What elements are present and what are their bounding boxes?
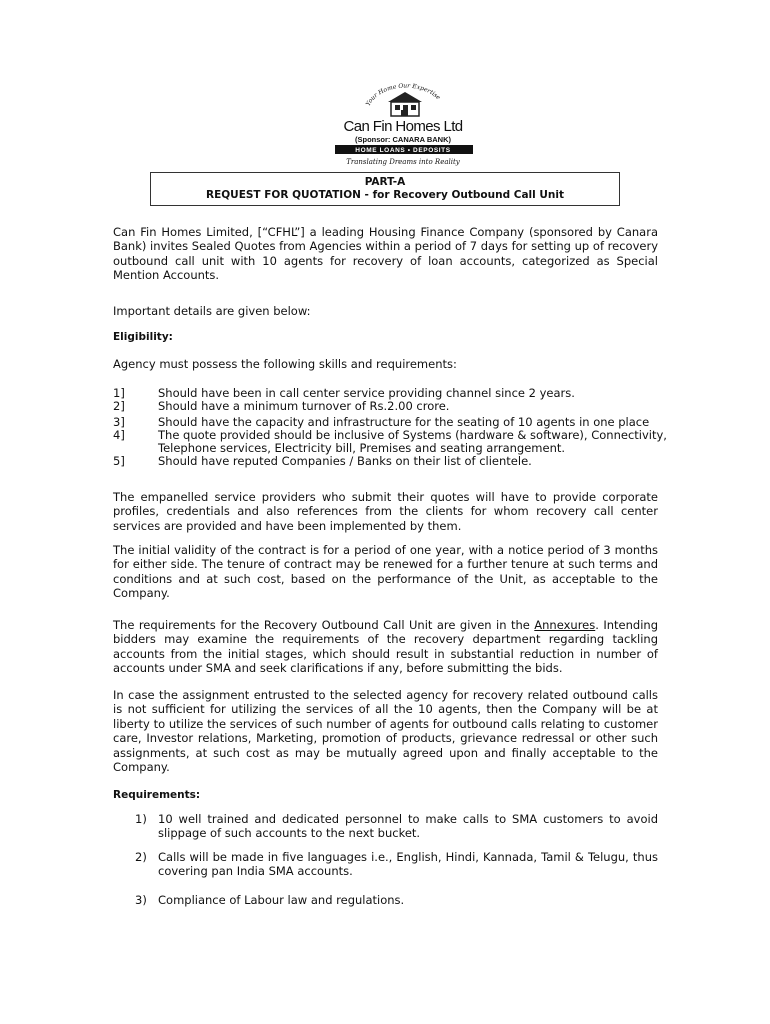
empanelled-paragraph: The empanelled service providers who submit their quotes will have to provide corporate profiles, credentials and also references from the clients for whom recovery call center services are provided and have been implemented by them. <box>113 490 658 533</box>
requirements-text-before: The requirements for the Recovery Outbound Call Unit are given in the <box>113 618 535 632</box>
annexures-link[interactable]: Annexures <box>534 618 596 632</box>
logo-sponsor: (Sponsor: CANARA BANK) <box>355 135 451 144</box>
logo-tagline: Translating Dreams into Reality <box>346 158 460 166</box>
eligibility-item-text: Should have reputed Companies / Banks on their list of clientele. <box>158 454 532 468</box>
document-title: REQUEST FOR QUOTATION - for Recovery Outbound Call Unit <box>205 189 565 201</box>
eligibility-item-text: The quote provided should be inclusive of Systems (hardware & software), Connectivity, Telephone services, Electricity bill, Premises and seating arrangement. <box>158 428 667 456</box>
eligibility-heading: Eligibility: <box>113 331 173 343</box>
part-label: PART-A <box>364 176 406 188</box>
logo-company-name: Can Fin Homes Ltd <box>343 118 463 135</box>
eligibility-item-number: 5] <box>113 454 125 468</box>
eligibility-item-number: 1] <box>113 386 125 400</box>
logo-arc-text: Your Home Our Expertise <box>364 82 442 108</box>
eligibility-item-number: 4] <box>113 428 125 442</box>
requirement-item-number: 1) <box>135 812 147 826</box>
requirements-text-after: . Intending bidders may examine the requirements of the recovery department regarding tackling accounts from the initial stages, which should result in substantial reduction in number of accounts under SMA and seek clarifications if any, before submitting the bids. <box>113 618 658 676</box>
important-details-line: Important details are given below: <box>113 304 311 318</box>
eligibility-item-text: Should have a minimum turnover of Rs.2.00 crore. <box>158 399 450 413</box>
eligibility-item-number: 2] <box>113 399 125 413</box>
eligibility-lead: Agency must possess the following skills and requirements: <box>113 357 457 371</box>
logo-services: HOME LOANS • DEPOSITS <box>355 147 451 154</box>
title-box <box>150 172 620 206</box>
eligibility-item-text: Should have the capacity and infrastructure for the seating of 10 agents in one place <box>158 415 650 429</box>
eligibility-item-number: 3] <box>113 415 125 429</box>
requirements-heading: Requirements: <box>113 789 201 801</box>
requirements-paragraph <box>113 618 658 676</box>
company-logo <box>330 80 480 168</box>
requirement-item-text: Compliance of Labour law and regulations. <box>158 893 405 907</box>
eligibility-item-text: Should have been in call center service providing channel since 2 years. <box>158 386 575 400</box>
requirement-item-text: 10 well trained and dedicated personnel to make calls to SMA customers to avoid slippage of such accounts to the next bucket. <box>158 812 658 841</box>
requirement-item-number: 3) <box>135 893 147 907</box>
assignment-paragraph: In case the assignment entrusted to the selected agency for recovery related outbound calls is not sufficient for utilizing the services of all the 10 agents, then the Company will be at liberty to utilize the services of such number of agents for outbound calls relating to customer care, Investor relations, Marketing, promotion of products, grievance redressal or other such assignments, at such cost as may be mutually agreed upon and finally acceptable to the Company. <box>113 688 658 775</box>
intro-paragraph: Can Fin Homes Limited, [“CFHL”] a leading Housing Finance Company (sponsored by Canara Bank) invites Sealed Quotes from Agencies within a period of 7 days for setting up of recovery outbound call unit with 10 agents for recovery of loan accounts, categorized as Special Mention Accounts. <box>113 225 658 283</box>
validity-paragraph: The initial validity of the contract is for a period of one year, with a notice period of 3 months for either side. The tenure of contract may be renewed for a further tenure at such terms and conditions and at such cost, based on the performance of the Unit, as acceptable to the Company. <box>113 543 658 601</box>
requirement-item-number: 2) <box>135 850 147 864</box>
requirement-item-text: Calls will be made in five languages i.e., English, Hindi, Kannada, Tamil & Telugu, thus covering pan India SMA accounts. <box>158 850 658 879</box>
house-roof-icon <box>388 92 422 102</box>
